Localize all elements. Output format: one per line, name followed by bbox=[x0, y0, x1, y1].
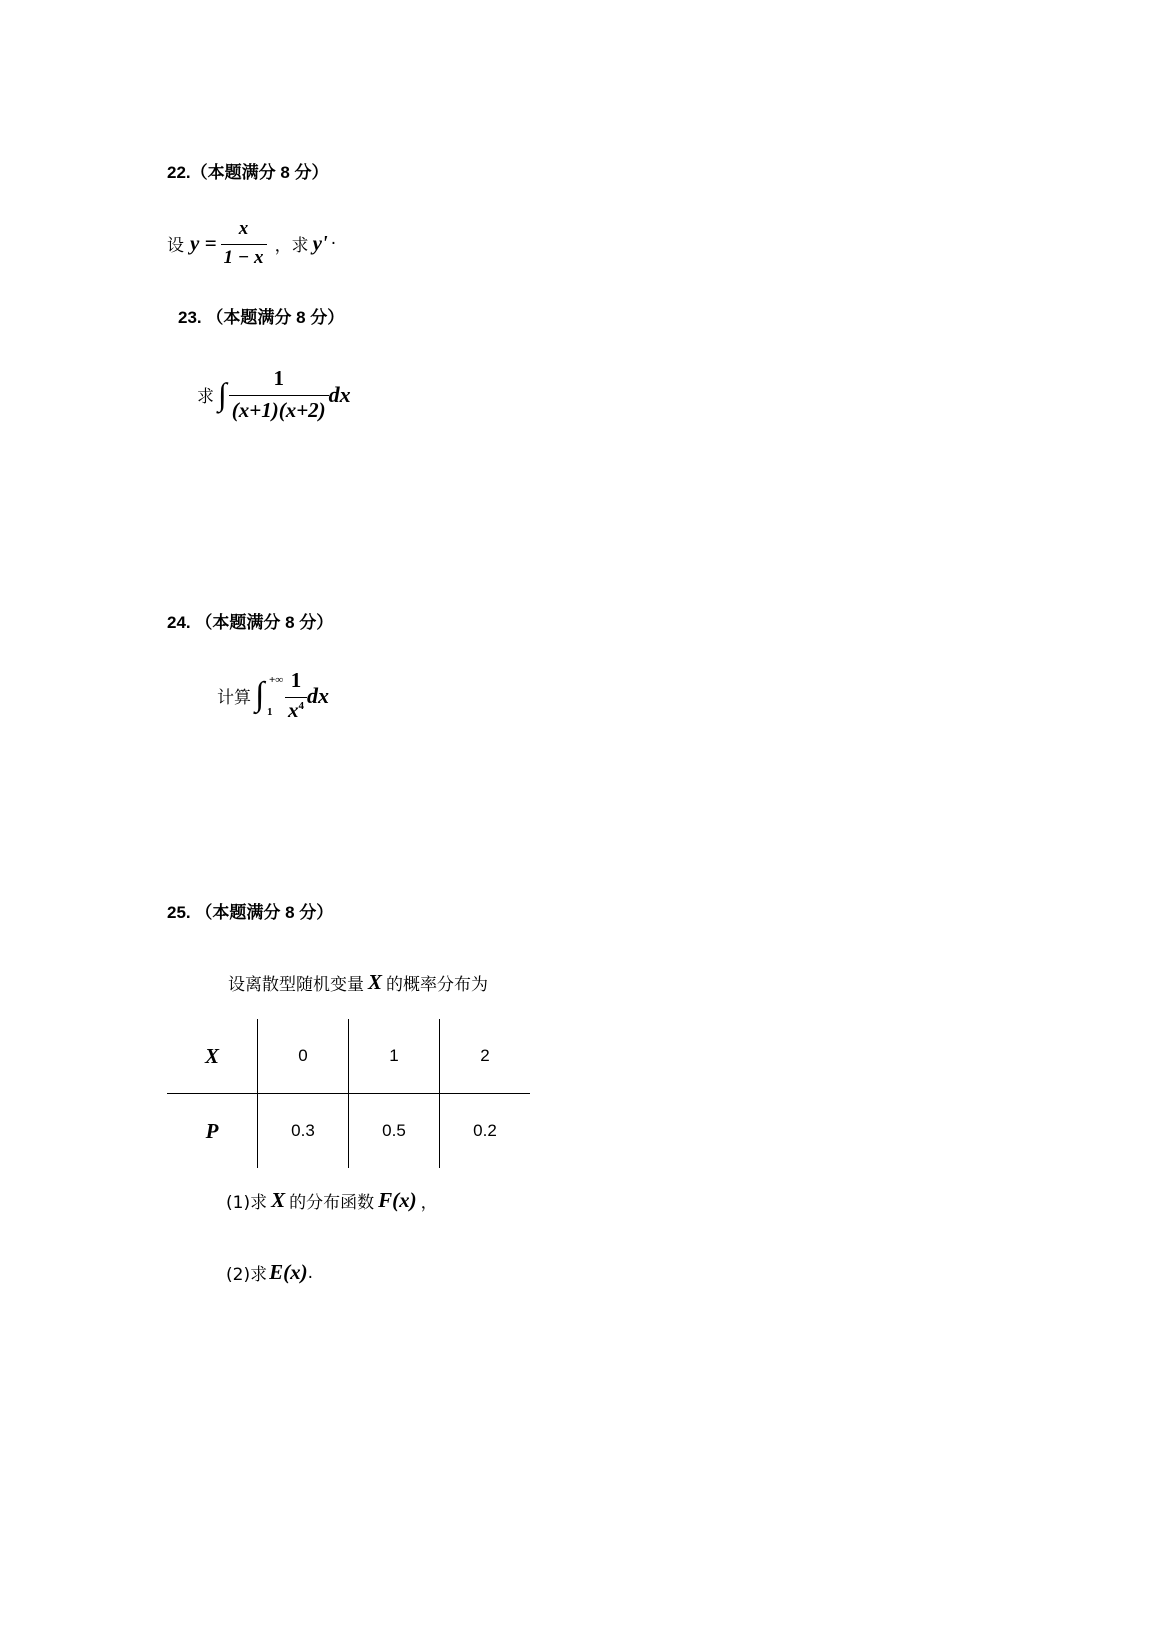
q24-integral: ∫ bbox=[255, 675, 265, 713]
q25-part1-text-b: 的分布函数 bbox=[289, 1193, 375, 1213]
x-value-cell: 0 bbox=[258, 1019, 349, 1094]
q24-differential: dx bbox=[307, 682, 329, 708]
q24-exponent: 4 bbox=[298, 700, 304, 712]
q25-intro-var: X bbox=[368, 970, 383, 994]
q23-differential: dx bbox=[328, 381, 351, 407]
q23-integral: ∫ bbox=[218, 376, 227, 412]
distribution-table bbox=[167, 1019, 530, 1168]
question-25-header: 25. （本题满分 8 分） bbox=[167, 903, 334, 922]
q24-integral-group bbox=[255, 672, 285, 720]
q25-part1-text-a: (1)求 bbox=[226, 1193, 268, 1213]
question-22-header: 22.（本题满分 8 分） bbox=[167, 163, 329, 182]
q24-numerator: 1 bbox=[290, 668, 302, 692]
q25-part2-end: . bbox=[307, 1262, 313, 1283]
q22-lhs: y = bbox=[190, 231, 217, 255]
x-value-cell: 1 bbox=[349, 1019, 440, 1094]
question-23-body bbox=[197, 366, 351, 423]
q23-denominator: (x+1)(x+2) bbox=[229, 395, 329, 423]
q22-lead: 设 bbox=[167, 236, 184, 256]
p-value-cell: 0.5 bbox=[349, 1094, 440, 1169]
q22-denominator: 1 − x bbox=[221, 244, 267, 269]
question-24-header: 24. （本题满分 8 分） bbox=[167, 613, 334, 632]
row-label-p: P bbox=[205, 1118, 219, 1143]
table-row-x bbox=[167, 1019, 530, 1094]
question-25-part-1 bbox=[226, 1188, 438, 1213]
q22-ask: ，求 bbox=[274, 236, 309, 256]
p-value-cell: 0.2 bbox=[440, 1094, 531, 1169]
q25-part1-end: ， bbox=[420, 1193, 438, 1213]
q24-fraction bbox=[285, 668, 307, 723]
q22-numerator: x bbox=[238, 218, 249, 239]
q24-lead: 计算 bbox=[217, 688, 251, 708]
q24-denominator: x bbox=[288, 698, 299, 722]
table-row-p bbox=[167, 1094, 530, 1169]
q25-part2-fn: E(x) bbox=[269, 1260, 308, 1284]
q23-numerator: 1 bbox=[273, 366, 284, 390]
question-24-body bbox=[217, 668, 329, 723]
question-22-body bbox=[167, 218, 336, 269]
q23-lead: 求 bbox=[197, 387, 214, 407]
question-25-intro bbox=[228, 970, 488, 995]
x-value-cell: 2 bbox=[440, 1019, 531, 1094]
q25-part1-fn: F(x) bbox=[378, 1188, 417, 1212]
q25-intro-text-b: 的概率分布为 bbox=[386, 975, 489, 995]
q22-end: · bbox=[330, 233, 337, 254]
question-25-part-2 bbox=[226, 1260, 313, 1285]
question-23-header: 23. （本题满分 8 分） bbox=[178, 308, 345, 327]
q25-part1-var: X bbox=[271, 1188, 286, 1212]
q24-lower-limit: 1 bbox=[267, 705, 273, 718]
q25-intro-text-a: 设离散型随机变量 bbox=[228, 975, 364, 995]
row-label-x: X bbox=[167, 1019, 258, 1094]
q23-fraction bbox=[229, 366, 329, 423]
q22-fraction bbox=[221, 218, 267, 269]
q22-target: y' bbox=[312, 231, 328, 255]
q24-upper-limit: +∞ bbox=[269, 673, 284, 686]
p-value-cell: 0.3 bbox=[258, 1094, 349, 1169]
q25-part2-text-a: (2)求 bbox=[226, 1265, 268, 1285]
